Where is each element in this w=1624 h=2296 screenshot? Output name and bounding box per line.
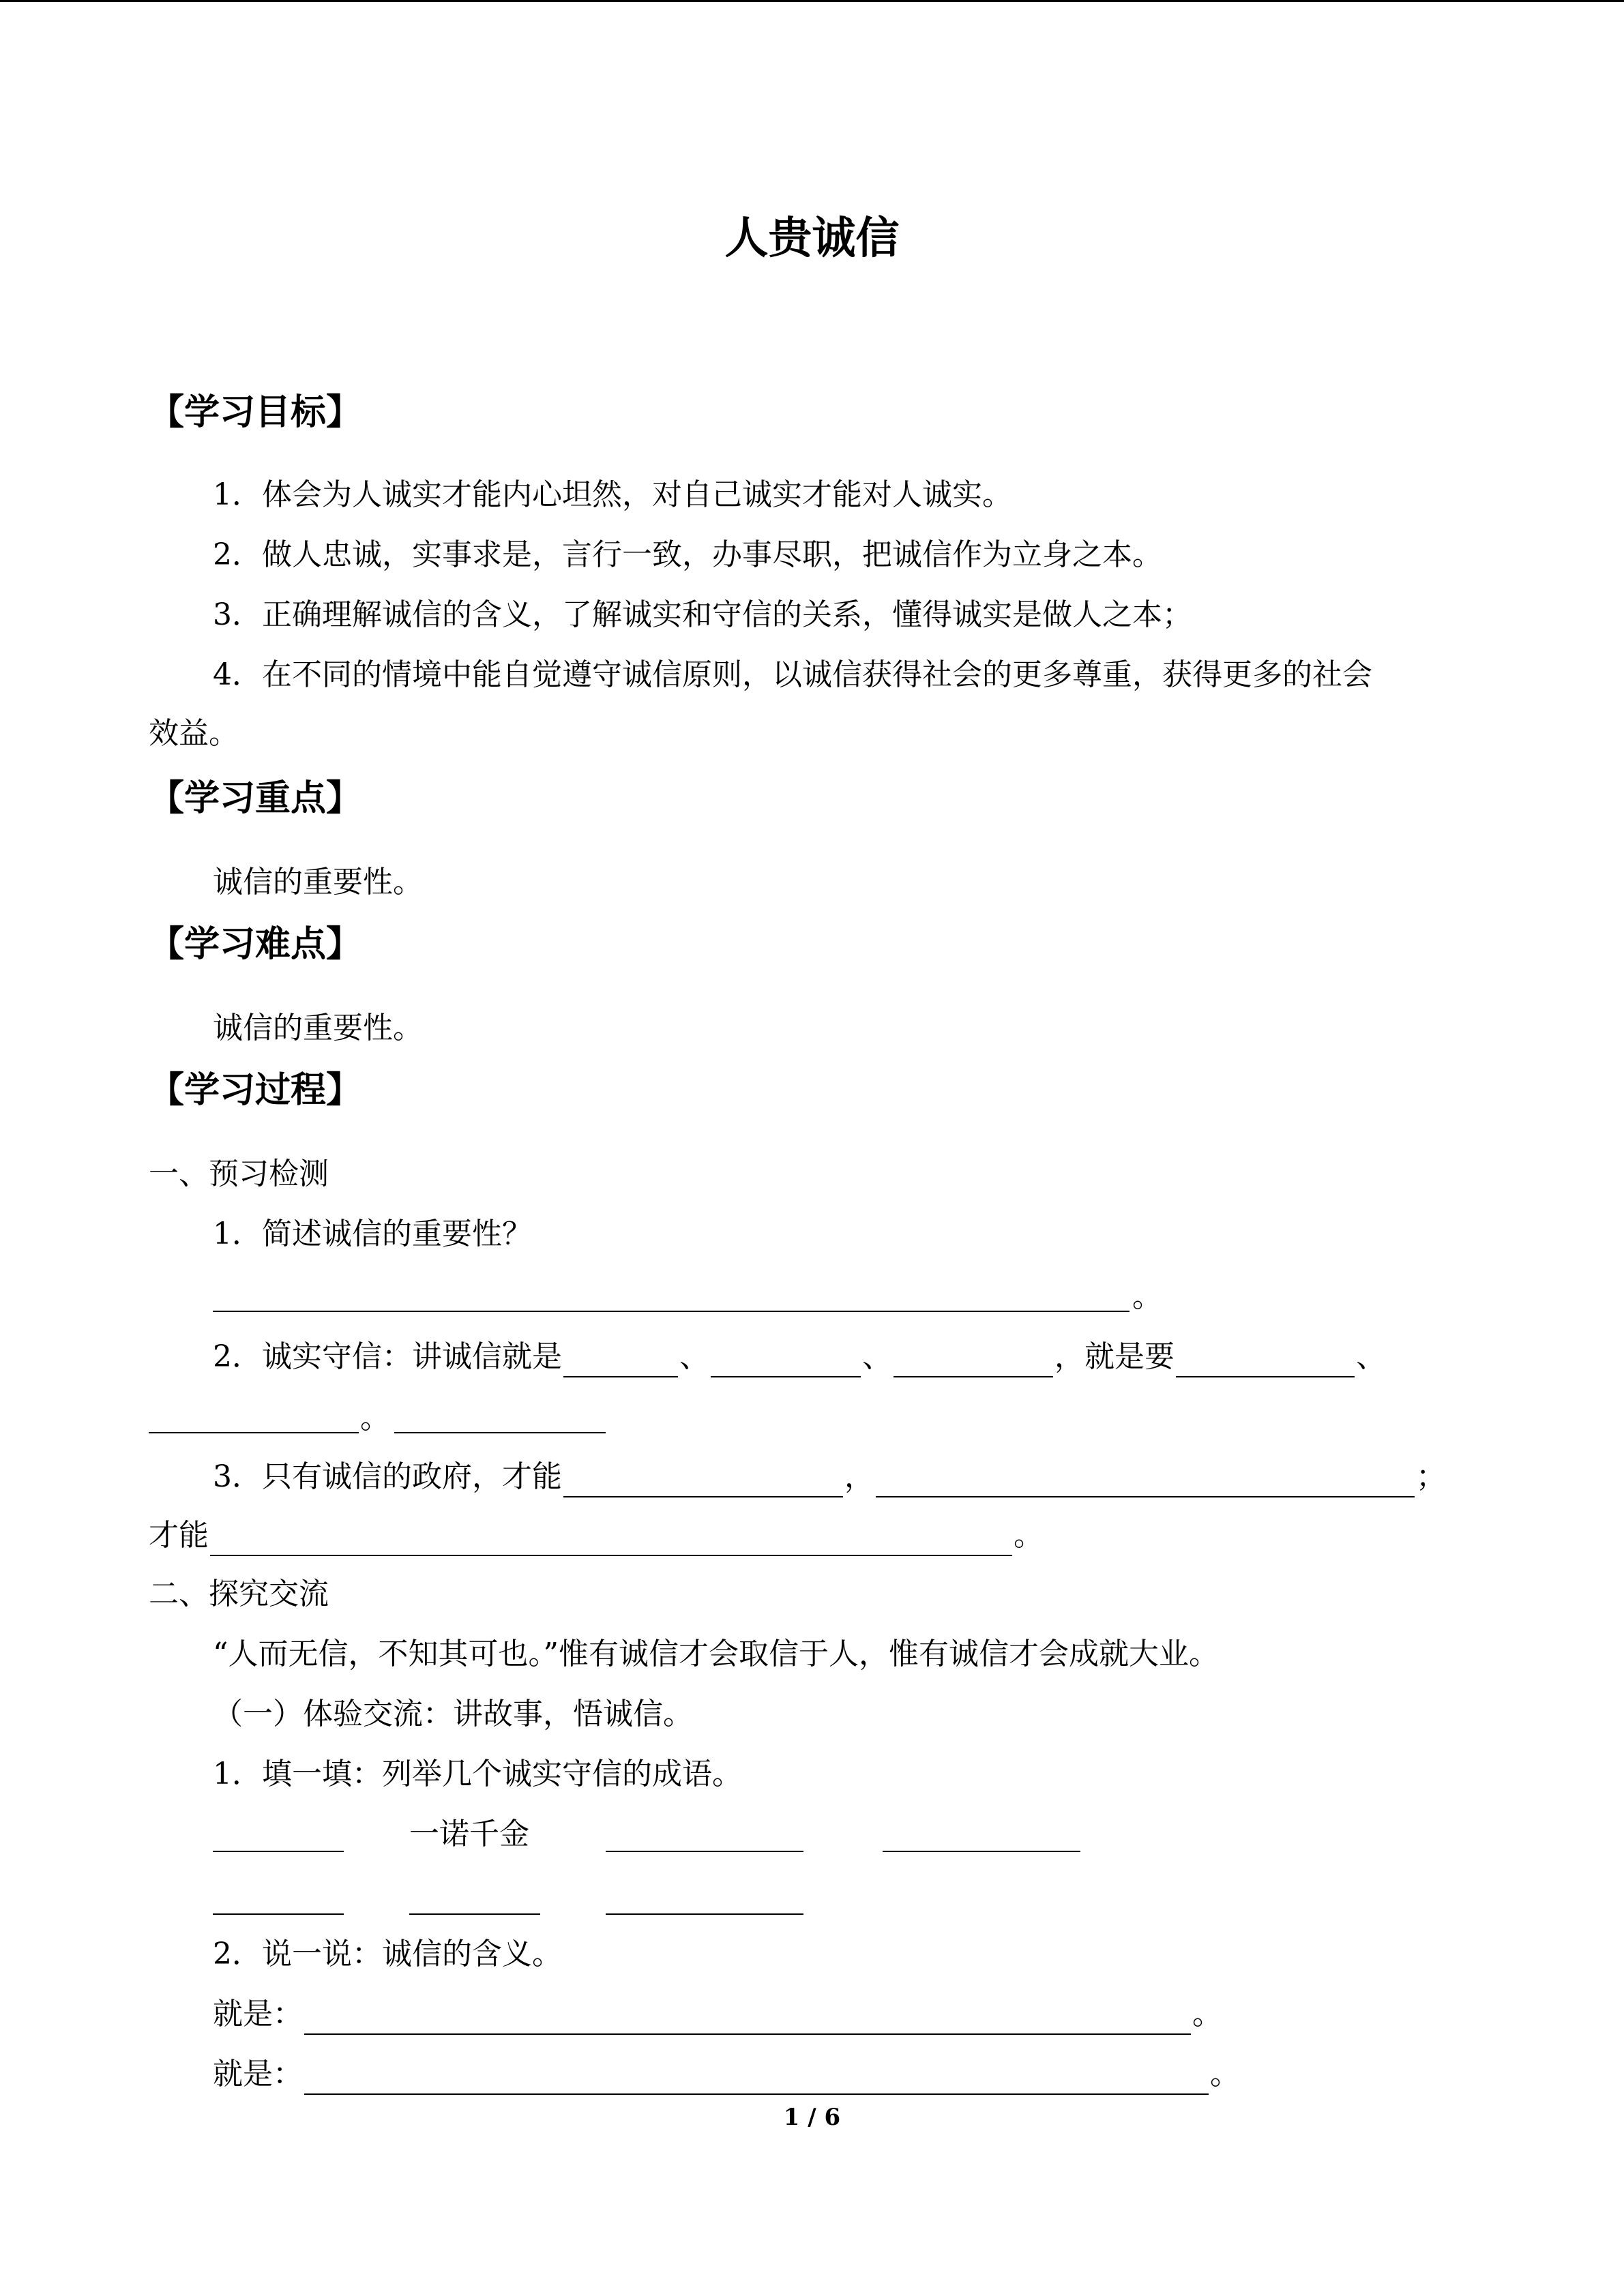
meaning-label-1: 就是： [213, 1997, 303, 2031]
q3-cont-prefix: 才能 [149, 1518, 209, 1553]
q2-prefix: 2．诚实守信：讲诚信就是 [213, 1339, 562, 1374]
preview-q2 [213, 1337, 1386, 1377]
q3-comma: ， [844, 1459, 874, 1494]
answer-blank-q1[interactable] [213, 1309, 1130, 1312]
page-title: 人贵诚信 [724, 213, 900, 264]
say-title: 2．说一说：诚信的含义。 [213, 1937, 562, 1971]
goals-heading: 【学习目标】 [149, 392, 362, 433]
q3-blank-3[interactable] [210, 1521, 1012, 1556]
fill-title: 1．填一填：列举几个诚实守信的成语。 [213, 1757, 742, 1791]
q2-period: 。 [360, 1401, 390, 1435]
q3-prefix: 3．只有诚信的政府，才能 [213, 1459, 562, 1494]
preview-q3-cont [149, 1515, 1044, 1556]
goal-item-1: 1．体会为人诚实才能内心坦然，对自己诚实才能对人诚实。 [213, 477, 1012, 512]
idiom-blank-2[interactable] [606, 1849, 803, 1852]
page-number: 1 / 6 [783, 2104, 841, 2131]
q2-blank-4[interactable] [1176, 1342, 1355, 1377]
q3-period: 。 [1014, 1518, 1044, 1553]
q2-blank-2[interactable] [711, 1342, 861, 1377]
goal-item-4-cont: 效益。 [149, 716, 239, 751]
q3-blank-1[interactable] [563, 1462, 843, 1497]
idiom-blank-4[interactable] [213, 1912, 344, 1915]
q2-blank-3[interactable] [894, 1342, 1053, 1377]
process-heading: 【学习过程】 [149, 1070, 362, 1111]
q2-sep-3: 、 [1356, 1339, 1386, 1374]
meaning-blank-2[interactable] [304, 2059, 1209, 2095]
difficult-text: 诚信的重要性。 [213, 1011, 423, 1045]
difficult-heading: 【学习难点】 [149, 924, 362, 965]
q2-blank-5[interactable] [149, 1431, 359, 1433]
meaning-line-2 [213, 2054, 1240, 2095]
idiom-example: 一诺千金 [409, 1817, 529, 1851]
q2-blank-6[interactable] [394, 1431, 606, 1433]
goal-item-4: 4．在不同的情境中能自觉遵守诚信原则，以诚信获得社会的更多尊重，获得更多的社会 [213, 657, 1372, 692]
idiom-blank-1[interactable] [213, 1849, 344, 1852]
q2-blank-1[interactable] [563, 1342, 678, 1377]
q3-semicolon: ； [1416, 1459, 1446, 1494]
explore-quote: “人而无信，不知其可也。”惟有诚信才会取信于人，惟有诚信才会成就大业。 [213, 1637, 1219, 1671]
period-q1: 。 [1132, 1279, 1162, 1314]
goal-item-3: 3．正确理解诚信的含义，了解诚实和守信的关系，懂得诚实是做人之本； [213, 597, 1192, 632]
key-text: 诚信的重要性。 [213, 865, 423, 899]
preview-heading: 一、预习检测 [149, 1157, 329, 1191]
idiom-blank-3[interactable] [883, 1849, 1080, 1852]
idiom-blank-5[interactable] [409, 1912, 540, 1915]
q2-sep-1: 、 [679, 1339, 709, 1374]
meaning-line-1 [213, 1994, 1222, 2035]
preview-q1: 1．简述诚信的重要性？ [213, 1217, 532, 1251]
q2-mid: ，就是要 [1054, 1339, 1175, 1374]
meaning-period-2: 。 [1210, 2057, 1240, 2091]
idiom-blank-6[interactable] [606, 1912, 803, 1915]
key-heading: 【学习重点】 [149, 778, 362, 819]
preview-q3 [213, 1457, 1446, 1497]
goal-item-2: 2．做人忠诚，实事求是，言行一致，办事尽职，把诚信作为立身之本。 [213, 537, 1162, 572]
explore-sub1: （一）体验交流：讲故事，悟诚信。 [213, 1697, 693, 1731]
meaning-label-2: 就是： [213, 2057, 303, 2091]
meaning-blank-1[interactable] [304, 1999, 1191, 2035]
q2-sep-2: 、 [862, 1339, 892, 1374]
q3-blank-2[interactable] [876, 1462, 1415, 1497]
meaning-period-1: 。 [1192, 1997, 1222, 2031]
explore-heading: 二、探究交流 [149, 1577, 329, 1611]
